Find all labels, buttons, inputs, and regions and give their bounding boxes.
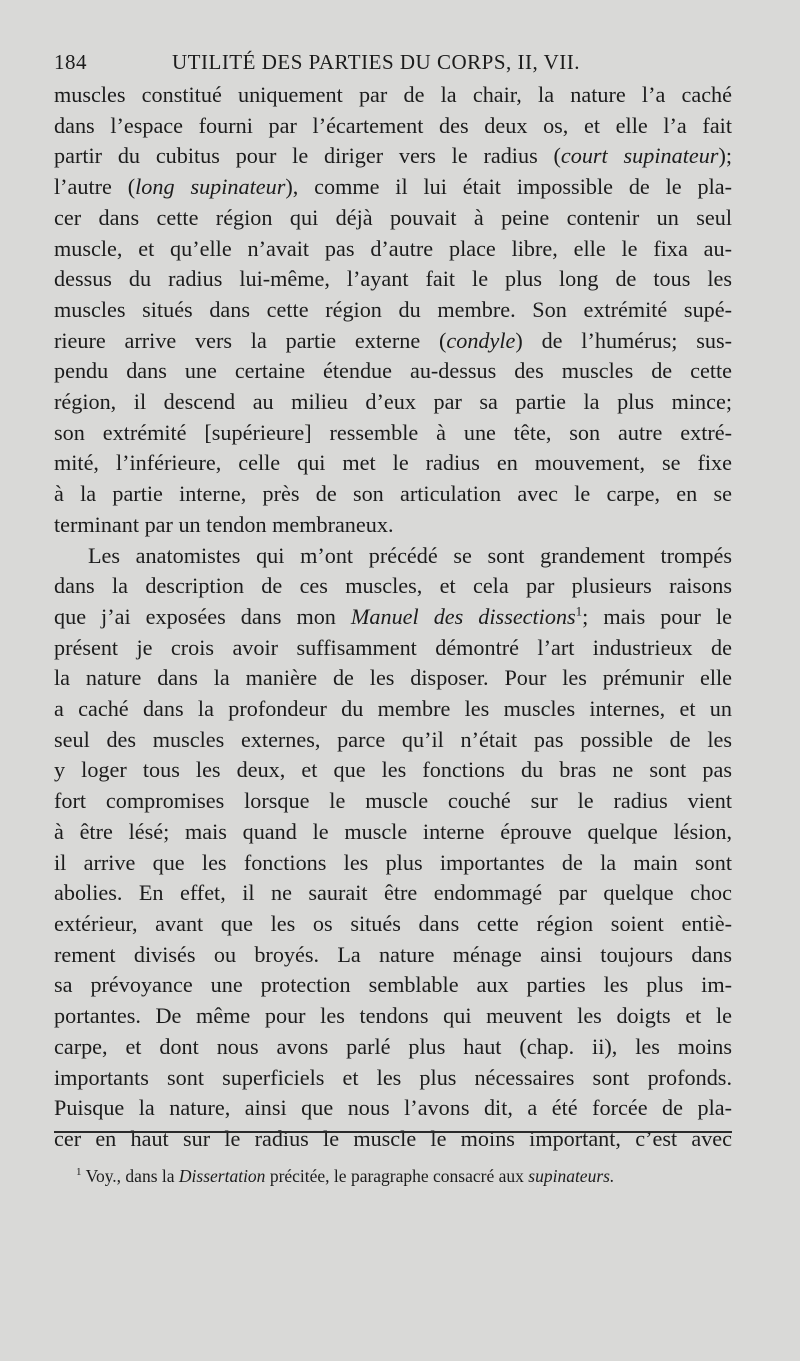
term-condyle: condyle (446, 327, 516, 353)
footnote-text-start: Voy., dans la (85, 1166, 179, 1186)
text-line: muscles constitué uniquement par de la chair, la nature l’a caché (54, 82, 732, 107)
text-line: à être lésé; mais quand le muscle interne éprouve quelque lésion, (54, 818, 732, 844)
text-line (54, 602, 732, 633)
text-segment: que j’ai exposées dans mon (54, 603, 351, 629)
text-line: dans l’espace fourni par l’écartement des deux os, et elle l’a fait (54, 112, 732, 138)
text-line: muscle, et qu’elle n’avait pas d’autre place libre, elle le fixa au- (54, 235, 732, 261)
text-line: Les anatomistes qui m’ont précédé se sont grandement trompés (88, 542, 732, 568)
text-line: muscles situés dans cette région du membre. Son extrémité supé- (54, 296, 732, 322)
footnote (54, 1164, 732, 1188)
text-line: dessus du radius lui-même, l’ayant fait le plus long de tous les (54, 266, 732, 292)
paragraph-2 (54, 541, 732, 1155)
text-line: son extrémité [supérieure] ressemble à une tête, son autre extré- (54, 419, 732, 445)
running-title: UTILITÉ DES PARTIES DU CORPS, II, VII. (172, 50, 581, 74)
paren-close: ) (718, 143, 726, 169)
paren-open: ( (553, 143, 561, 169)
footnote-term-supinateurs: supinateurs. (528, 1166, 615, 1186)
text-line: cer dans cette région qui déjà pouvait à peine contenir un seul (54, 204, 732, 230)
term-long-supinateur: long supinateur (135, 174, 286, 200)
text-line: terminant par un tendon membraneux. (54, 511, 394, 537)
text-line: importants sont superficiels et les plus nécessaires sont profonds. (54, 1064, 732, 1090)
text-line: mité, l’inférieure, celle qui met le radius en mouvement, se fixe (54, 450, 732, 476)
text-segment: rieure arrive vers la partie externe ( (54, 327, 447, 353)
term-court-supinateur: court supinateur (560, 143, 719, 169)
text-segment: l’autre ( (54, 174, 136, 200)
text-line: présent je crois avoir suffisamment démontré l’art industrieux de (54, 634, 732, 660)
text-line: sa prévoyance une protection semblable aux parties les plus im- (54, 972, 732, 998)
text-segment: ), comme il lui était impossible de le pla- (285, 174, 732, 200)
paragraph-1 (54, 80, 732, 541)
text-line: il arrive que les fonctions les plus importantes de la main sont (54, 849, 732, 875)
text-segment: ; mais pour le (582, 603, 732, 629)
text-line: extérieur, avant que les os situés dans cette région soient entiè- (54, 910, 732, 936)
text-line (54, 172, 732, 203)
text-line: la nature dans la manière de les disposer. Pour les prémunir elle (54, 665, 732, 691)
text-line: Puisque la nature, ainsi que nous l’avons dit, a été forcée de pla- (54, 1095, 732, 1121)
text-line: à la partie interne, près de son articulation avec le carpe, en se (54, 481, 732, 507)
footnote-reference[interactable]: 1 (575, 603, 583, 619)
text-line: dans la description de ces muscles, et cela par plusieurs raisons (54, 573, 732, 599)
text-line: cer en haut sur le radius le muscle le moins important, c’est avec (54, 1125, 732, 1151)
footnote-text-middle: précitée, le paragraphe consacré aux (265, 1166, 529, 1186)
text-line: seul des muscles externes, parce qu’il n’était pas possible de les (54, 726, 732, 752)
text-line: carpe, et dont nous avons parlé plus haut (chap. ii), les moins (54, 1033, 732, 1059)
text-line: y loger tous les deux, et que les fonctions du bras ne sont pas (54, 757, 732, 783)
footnote-divider (54, 1131, 732, 1133)
title-manuel-des-dissections: Manuel des dissections (350, 603, 576, 629)
page-number: 184 (54, 50, 87, 74)
text-line: a caché dans la profondeur du membre les muscles internes, et un (54, 696, 732, 722)
footnote-title-dissertation: Dissertation (178, 1166, 266, 1186)
text-line: abolies. En effet, il ne saurait être endommagé par quelque choc (54, 880, 732, 906)
text-line (54, 326, 732, 357)
running-head (54, 50, 732, 82)
text-segment: partir du cubitus pour le diriger vers le radius (54, 143, 554, 169)
footnote-marker: 1 (76, 1166, 82, 1179)
text-line: fort compromises lorsque le muscle couché sur le radius vient (54, 788, 732, 814)
text-line: région, il descend au milieu d’eux par sa partie la plus mince; (54, 389, 732, 415)
text-line: rement divisés ou broyés. La nature ménage ainsi toujours dans (54, 941, 732, 967)
text-line: portantes. De même pour les tendons qui meuvent les doigts et le (54, 1003, 732, 1029)
body-text (54, 80, 732, 1155)
text-segment: ) de l’humérus; sus- (515, 327, 732, 353)
punctuation: ; (725, 143, 732, 169)
text-line: pendu dans une certaine étendue au-dessus des muscles de cette (54, 358, 732, 384)
text-line (54, 141, 732, 172)
